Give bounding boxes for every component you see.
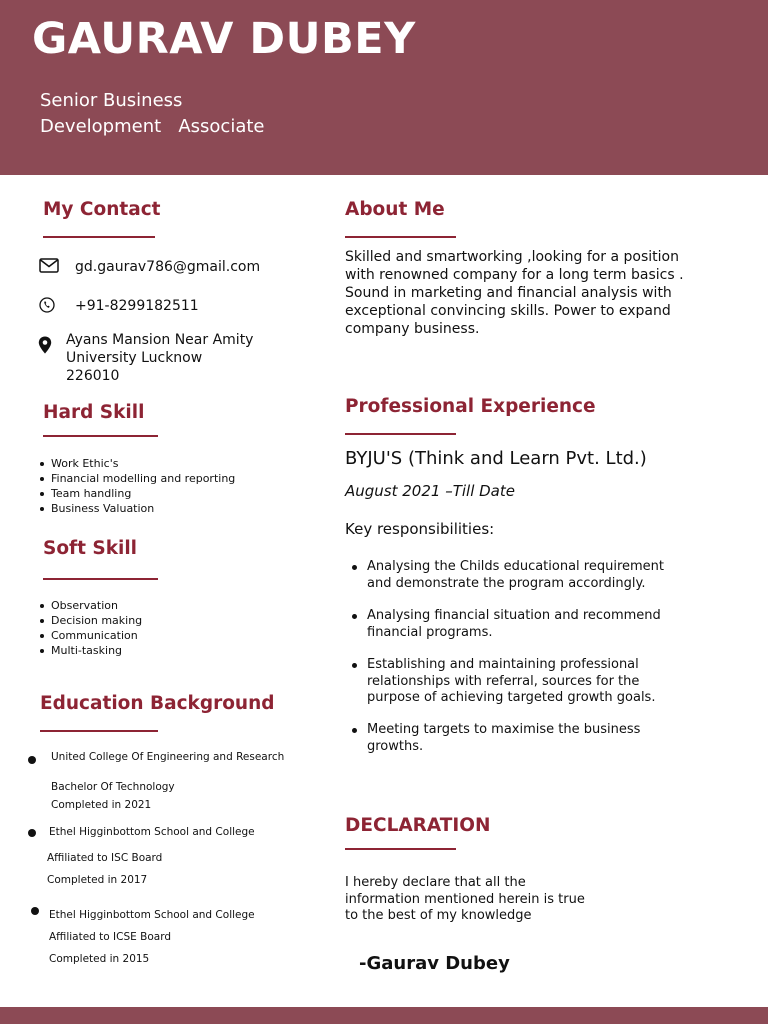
education-bullet	[31, 907, 39, 915]
list-item: Decision making	[51, 614, 143, 627]
declaration-divider	[345, 848, 456, 850]
responsibility-line: growths.	[367, 738, 424, 754]
education-degree: Affiliated to ISC Board	[47, 852, 163, 864]
list-item: Observation	[51, 598, 142, 613]
responsibility-line: Establishing and maintaining professional	[367, 657, 639, 672]
education-degree: Bachelor Of Technology	[51, 781, 175, 793]
job-title-line: Development Associate	[40, 116, 265, 137]
address-line: University Lucknow	[66, 350, 203, 366]
declaration-line: to the best of my knowledge	[345, 908, 532, 923]
education-bullet	[28, 829, 36, 837]
header-banner	[0, 0, 768, 175]
soft-skill-divider	[43, 578, 158, 580]
responsibility-bullet	[352, 728, 357, 733]
declaration-heading: DECLARATION	[345, 815, 491, 836]
contact-divider	[43, 236, 155, 238]
declaration-line: information mentioned herein is true	[345, 891, 585, 907]
responsibility-line: and demonstrate the program accordingly.	[367, 575, 646, 591]
responsibility-bullet	[352, 565, 357, 570]
responsibility-line: financial programs.	[367, 624, 493, 640]
education-divider	[40, 730, 158, 732]
contact-phone: +91-8299182511	[75, 298, 199, 314]
education-bullet	[28, 756, 36, 764]
about-line: with renowned company for a long term basics .	[345, 267, 684, 283]
responsibility-item	[367, 559, 664, 592]
address-line: Ayans Mansion Near Amity	[66, 332, 254, 348]
soft-skill-list	[51, 598, 142, 658]
responsibility-item	[367, 657, 655, 707]
hard-skill-divider	[43, 435, 158, 437]
education-degree: Affiliated to ICSE Board	[49, 931, 171, 943]
list-item: Team handling	[51, 486, 235, 501]
signature: -Gaurav Dubey	[359, 953, 510, 974]
list-item: Business Valuation	[51, 501, 235, 516]
declaration-line: I hereby declare that all the	[345, 875, 526, 890]
education-completed: Completed in 2017	[47, 874, 148, 886]
about-text	[345, 248, 684, 338]
contact-email: gd.gaurav786@gmail.com	[75, 259, 261, 275]
responsibility-item	[367, 722, 640, 755]
address-line: 226010	[66, 368, 120, 384]
hard-skill-list	[51, 456, 235, 516]
about-heading: About Me	[345, 199, 445, 220]
list-item: Communication	[51, 628, 142, 643]
about-line: Skilled and smartworking ,looking for a position	[345, 249, 679, 265]
responsibility-item	[367, 608, 661, 641]
responsibility-bullet	[352, 663, 357, 668]
candidate-name: GAURAV DUBEY	[32, 14, 416, 64]
education-heading: Education Background	[40, 693, 275, 714]
responsibility-line: purpose of achieving targeted growth goals.	[367, 690, 656, 705]
footer-bar	[0, 1007, 768, 1024]
contact-heading: My Contact	[43, 199, 161, 220]
soft-skill-heading: Soft Skill	[43, 538, 138, 559]
education-completed: Completed in 2021	[51, 799, 152, 811]
phone-icon	[39, 297, 55, 318]
responsibility-line: Meeting targets to maximise the business	[367, 722, 641, 737]
responsibilities-label: Key responsibilities:	[345, 520, 495, 538]
education-school: Ethel Higginbottom School and College	[49, 826, 255, 838]
responsibility-bullet	[352, 614, 357, 619]
about-line: exceptional convincing skills. Power to expand	[345, 303, 671, 319]
list-item: Financial modelling and reporting	[51, 472, 236, 485]
employment-dates: August 2021 –Till Date	[345, 482, 515, 500]
declaration-text	[345, 875, 585, 925]
contact-address	[66, 331, 253, 385]
list-item: Multi-tasking	[51, 643, 142, 658]
education-school: United College Of Engineering and Research	[51, 751, 285, 763]
company-name: BYJU'S (Think and Learn Pvt. Ltd.)	[345, 448, 647, 469]
about-divider	[345, 236, 456, 238]
responsibility-line: Analysing financial situation and recommend	[367, 608, 661, 623]
hard-skill-heading: Hard Skill	[43, 402, 145, 423]
envelope-icon	[39, 258, 59, 278]
about-line: Sound in marketing and financial analysis with	[345, 285, 672, 301]
experience-divider	[345, 433, 456, 435]
responsibility-line: relationships with referral, sources for the	[367, 673, 640, 689]
map-pin-icon	[38, 336, 52, 359]
education-completed: Completed in 2015	[49, 953, 150, 965]
job-title	[40, 88, 264, 140]
job-title-line: Senior Business	[40, 90, 183, 111]
about-line: company business.	[345, 321, 480, 337]
education-school: Ethel Higginbottom School and College	[49, 909, 255, 921]
responsibility-line: Analysing the Childs educational requirement	[367, 559, 665, 574]
list-item: Work Ethic's	[51, 456, 235, 471]
experience-heading: Professional Experience	[345, 396, 596, 417]
